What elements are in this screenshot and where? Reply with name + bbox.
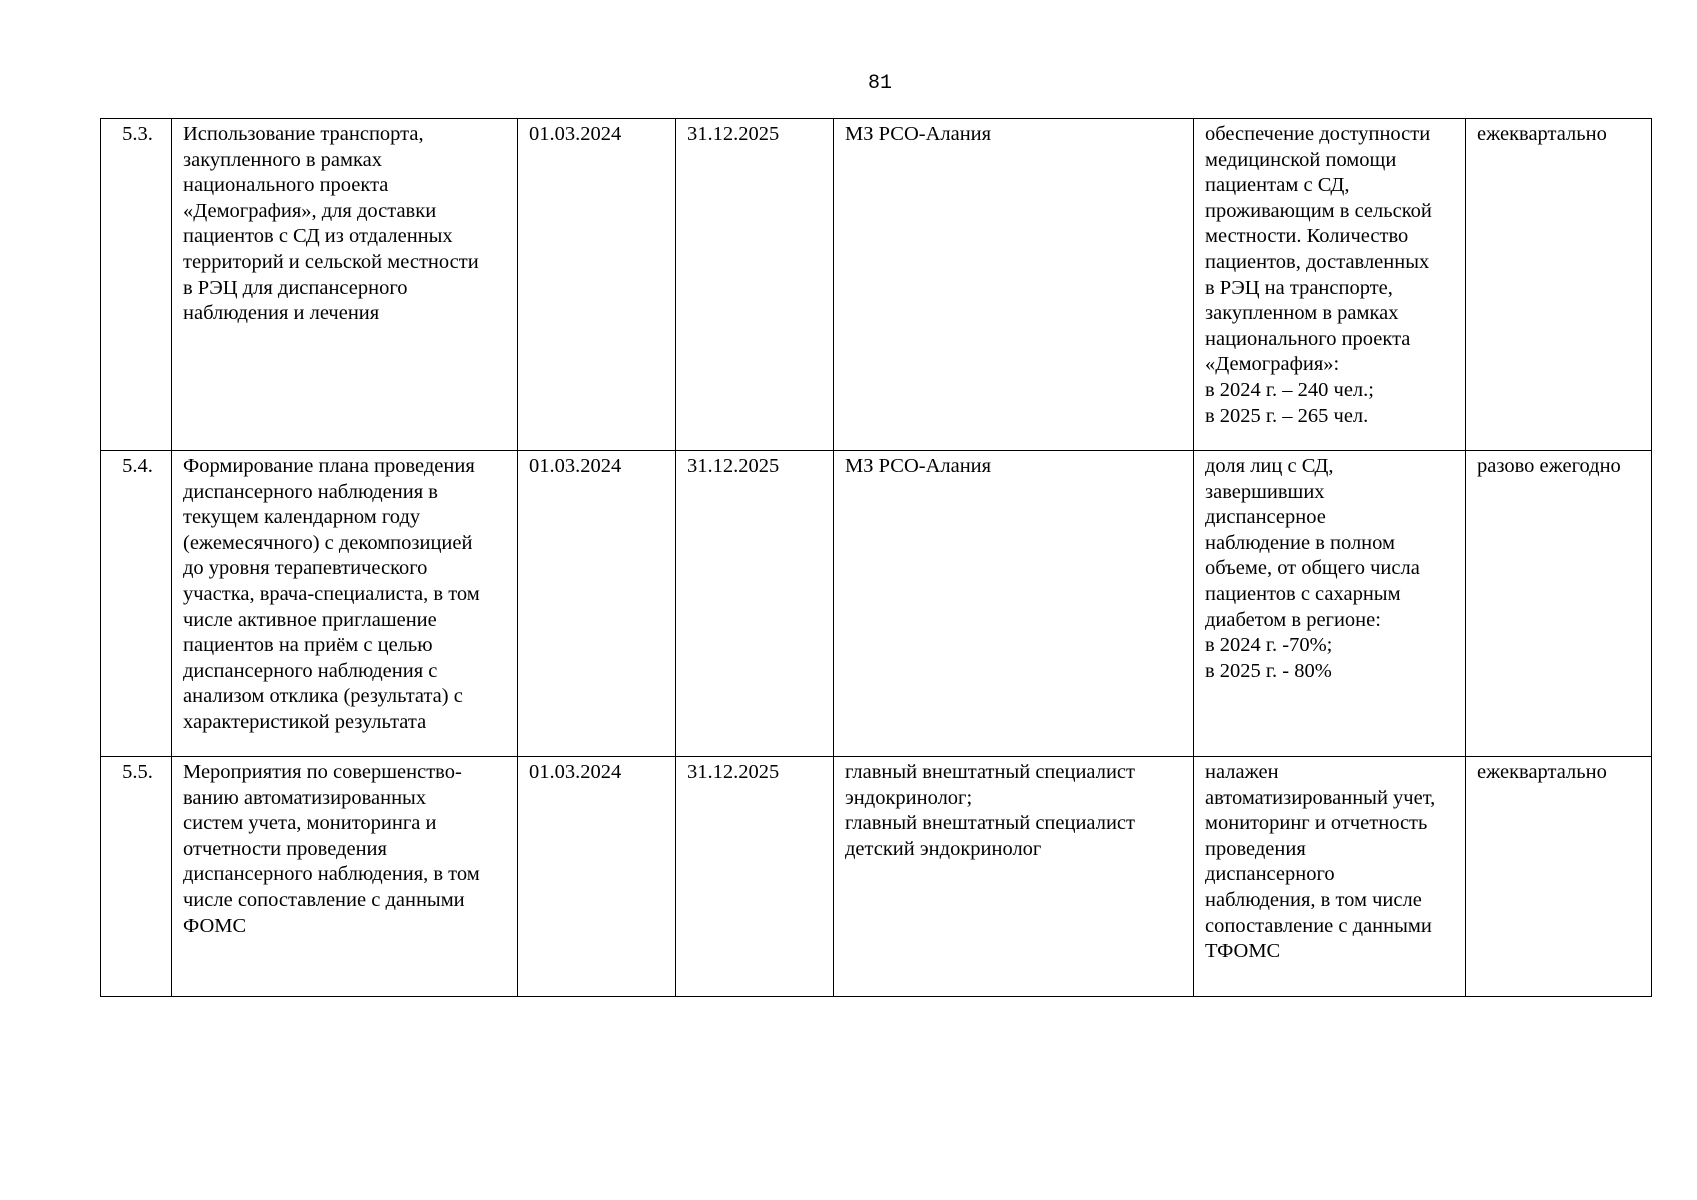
row-number-text: 5.3. xyxy=(122,123,153,145)
result-line: наблюдение в полном xyxy=(1205,531,1395,554)
activity-line: до уровня терапевтического xyxy=(183,557,428,580)
result-line: обеспечение доступности xyxy=(1205,123,1431,145)
activity-line: числе активное приглашение xyxy=(183,608,437,631)
activity-line: анализом отклика (результата) с xyxy=(183,685,463,708)
end-date-text: 31.12.2025 xyxy=(687,455,780,477)
result-line: диспансерное xyxy=(1205,506,1326,529)
responsible-line: главный внештатный специалист xyxy=(845,761,1135,783)
start-date-cell xyxy=(518,451,676,757)
result-cell xyxy=(1194,757,1466,997)
result-line: доля лиц с СД, xyxy=(1205,455,1334,477)
result-line: завершивших xyxy=(1205,480,1325,503)
activity-line: (ежемесячного) с декомпозицией xyxy=(183,531,473,554)
result-line: объеме, от общего числа xyxy=(1205,557,1420,580)
result-line: в 2025 г. – 265 чел. xyxy=(1205,404,1369,427)
table-row xyxy=(101,451,1652,757)
result-line: диспансерного xyxy=(1205,863,1335,886)
end-date-text: 31.12.2025 xyxy=(687,761,780,783)
result-line: в РЭЦ на транспорте, xyxy=(1205,276,1393,299)
activity-line: Формирование плана проведения xyxy=(183,455,475,477)
page-number: 81 xyxy=(867,72,892,95)
result-line: в 2025 г. - 80% xyxy=(1205,659,1332,682)
result-line: налажен xyxy=(1205,761,1279,783)
responsible-cell xyxy=(834,757,1194,997)
responsible-line: эндокринолог; xyxy=(845,786,973,809)
activity-line: в РЭЦ для диспансерного xyxy=(183,276,408,299)
activity-line: наблюдения и лечения xyxy=(183,302,380,325)
activity-line: Использование транспорта, xyxy=(183,123,424,145)
result-line: проживающим в сельской xyxy=(1205,199,1432,222)
result-line: местности. Количество xyxy=(1205,225,1409,248)
result-cell xyxy=(1194,451,1466,757)
responsible-cell xyxy=(834,119,1194,451)
row-number-cell xyxy=(101,757,172,997)
result-line: в 2024 г. – 240 чел.; xyxy=(1205,378,1374,401)
activity-cell xyxy=(172,119,518,451)
result-line: медицинской помощи xyxy=(1205,148,1397,171)
activity-line: Мероприятия по совершенство- xyxy=(183,761,462,783)
activity-line: систем учета, мониторинга и xyxy=(183,812,437,835)
activity-line: текущем календарном году xyxy=(183,506,421,529)
frequency-text: ежеквартально xyxy=(1477,123,1607,145)
result-line: национального проекта xyxy=(1205,327,1411,350)
responsible-line: главный внештатный специалист xyxy=(845,812,1135,835)
start-date-cell xyxy=(518,757,676,997)
start-date-text: 01.03.2024 xyxy=(529,123,622,145)
result-line: проведения xyxy=(1205,837,1306,860)
table-row xyxy=(101,119,1652,451)
start-date-cell xyxy=(518,119,676,451)
activity-line: диспансерного наблюдения с xyxy=(183,659,438,682)
result-line: пациентам с СД, xyxy=(1205,174,1350,197)
start-date-text: 01.03.2024 xyxy=(529,761,622,783)
end-date-cell xyxy=(676,119,834,451)
activity-line: территорий и сельской местности xyxy=(183,250,479,273)
start-date-text: 01.03.2024 xyxy=(529,455,622,477)
activity-line: диспансерного наблюдения, в том xyxy=(183,863,480,886)
frequency-cell xyxy=(1466,451,1652,757)
frequency-text: ежеквартально xyxy=(1477,761,1607,783)
frequency-cell xyxy=(1466,119,1652,451)
frequency-text: разово ежегодно xyxy=(1477,455,1621,477)
responsible-line: МЗ РСО-Алания xyxy=(845,123,992,145)
result-line: наблюдения, в том числе xyxy=(1205,888,1422,911)
activity-line: пациентов с СД из отдаленных xyxy=(183,225,453,248)
activity-line: ФОМС xyxy=(183,914,247,937)
activity-line: участка, врача-специалиста, в том xyxy=(183,582,480,605)
responsible-line: МЗ РСО-Алания xyxy=(845,455,992,477)
result-line: автоматизированный учет, xyxy=(1205,786,1436,809)
result-line: «Демография»: xyxy=(1205,353,1340,376)
row-number-text: 5.5. xyxy=(122,761,153,783)
result-line: пациентов с сахарным xyxy=(1205,582,1401,605)
responsible-line: детский эндокринолог xyxy=(845,837,1042,860)
activity-line: «Демография», для доставки xyxy=(183,199,437,222)
result-line: ТФОМС xyxy=(1205,940,1281,963)
activity-table xyxy=(100,118,1652,997)
end-date-text: 31.12.2025 xyxy=(687,123,780,145)
activity-line: диспансерного наблюдения в xyxy=(183,480,438,503)
row-number-cell xyxy=(101,451,172,757)
activity-cell xyxy=(172,451,518,757)
row-number-cell xyxy=(101,119,172,451)
end-date-cell xyxy=(676,451,834,757)
result-line: в 2024 г. -70%; xyxy=(1205,634,1333,657)
end-date-cell xyxy=(676,757,834,997)
result-line: диабетом в регионе: xyxy=(1205,608,1381,631)
frequency-cell xyxy=(1466,757,1652,997)
result-line: сопоставление с данными xyxy=(1205,914,1432,937)
activity-line: закупленного в рамках xyxy=(183,148,383,171)
result-cell xyxy=(1194,119,1466,451)
activity-line: отчетности проведения xyxy=(183,837,387,860)
activity-line: характеристикой результата xyxy=(183,710,427,733)
result-line: мониторинг и отчетность xyxy=(1205,812,1428,835)
activity-cell xyxy=(172,757,518,997)
activity-line: национального проекта xyxy=(183,174,389,197)
responsible-cell xyxy=(834,451,1194,757)
result-line: закупленном в рамках xyxy=(1205,302,1399,325)
table-row xyxy=(101,757,1652,997)
activity-line: числе сопоставление с данными xyxy=(183,888,465,911)
activity-line: пациентов на приём с целью xyxy=(183,634,433,657)
row-number-text: 5.4. xyxy=(122,455,153,477)
activity-line: ванию автоматизированных xyxy=(183,786,427,809)
result-line: пациентов, доставленных xyxy=(1205,250,1430,273)
